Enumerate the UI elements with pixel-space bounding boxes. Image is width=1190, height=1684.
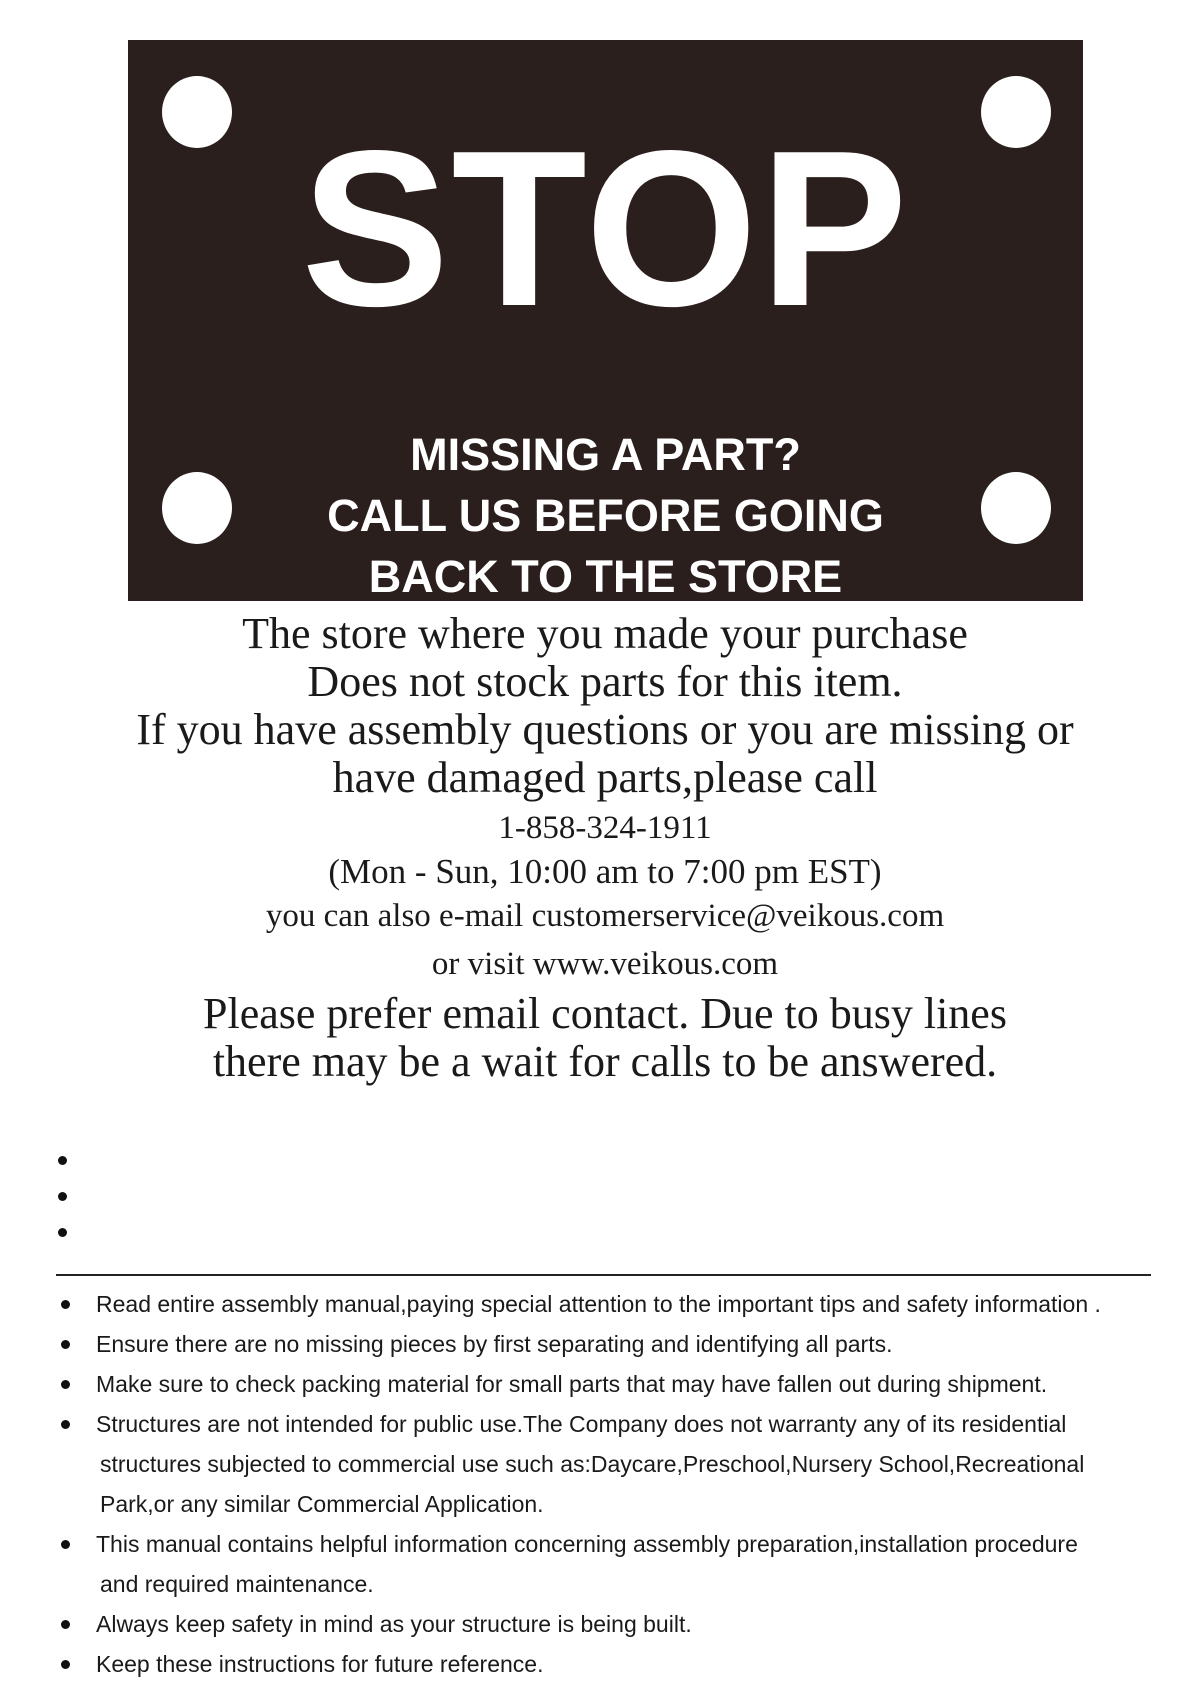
- list-item: [60, 1604, 1160, 1644]
- bullet-icon: [61, 1540, 70, 1549]
- tip-text: Structures are not intended for public use.The Company does not warranty any of its residential: [96, 1411, 1067, 1437]
- list-item: [60, 1324, 1160, 1364]
- info-line-stock: Does not stock parts for this item.: [307, 657, 903, 706]
- bullet-icon: [58, 1228, 67, 1237]
- prefer-email-note: Please prefer email contact. Due to busy lines: [203, 989, 1007, 1038]
- sign-line-back-to-store: BACK TO THE STORE: [368, 551, 843, 602]
- stop-headline: STOP: [301, 105, 910, 353]
- bullet-icon: [61, 1620, 70, 1629]
- list-item: [60, 1284, 1160, 1324]
- tip-text: Keep these instructions for future reference.: [96, 1651, 544, 1677]
- wait-note: there may be a wait for calls to be answered.: [212, 1037, 998, 1086]
- tip-text: This manual contains helpful information concerning assembly preparation,installation procedure: [96, 1531, 1078, 1557]
- bullet-icon: [61, 1660, 70, 1669]
- bullet-icon: [61, 1380, 70, 1389]
- tip-text-continued: structures subjected to commercial use such as:Daycare,Preschool,Nursery School,Recreational: [100, 1451, 1085, 1477]
- tip-text: Make sure to check packing material for small parts that may have fallen out during shipment.: [96, 1371, 1048, 1397]
- website-contact: or visit www.veikous.com: [431, 946, 779, 982]
- sign-line-call-us: CALL US BEFORE GOING: [327, 490, 884, 541]
- bullet-icon: [58, 1156, 67, 1165]
- assembly-tips-list: [60, 1284, 1160, 1684]
- info-line-damaged: have damaged parts,please call: [332, 753, 878, 802]
- bullet-icon: [61, 1300, 70, 1309]
- list-item: [60, 1404, 1160, 1524]
- info-line-questions: If you have assembly questions or you are missing or: [136, 705, 1074, 754]
- tip-text: Read entire assembly manual,paying special attention to the important tips and safety information .: [96, 1291, 1101, 1317]
- support-hours: (Mon - Sun, 10:00 am to 7:00 pm EST): [328, 852, 882, 891]
- phone-number: 1-858-324-1911: [498, 810, 712, 846]
- email-contact: you can also e-mail customerservice@veikous.com: [265, 898, 945, 934]
- list-item: [60, 1364, 1160, 1404]
- tip-text: Ensure there are no missing pieces by first separating and identifying all parts.: [96, 1331, 893, 1357]
- sign-line-missing-part: MISSING A PART?: [410, 429, 801, 480]
- list-item: [60, 1644, 1160, 1684]
- bullet-icon: [61, 1340, 70, 1349]
- list-item: [60, 1524, 1160, 1604]
- bullet-icon: [61, 1420, 70, 1429]
- divider: [56, 1274, 1151, 1276]
- tip-text-continued: and required maintenance.: [100, 1571, 374, 1597]
- tip-text-continued: Park,or any similar Commercial Application.: [100, 1491, 544, 1517]
- bullet-icon: [58, 1192, 67, 1201]
- sign-subtext: [128, 424, 1083, 607]
- info-line-store: The store where you made your purchase: [242, 609, 968, 658]
- empty-bullet-list: [58, 1156, 67, 1264]
- stop-sign-panel: [128, 40, 1083, 601]
- tip-text: Always keep safety in mind as your structure is being built.: [96, 1611, 692, 1637]
